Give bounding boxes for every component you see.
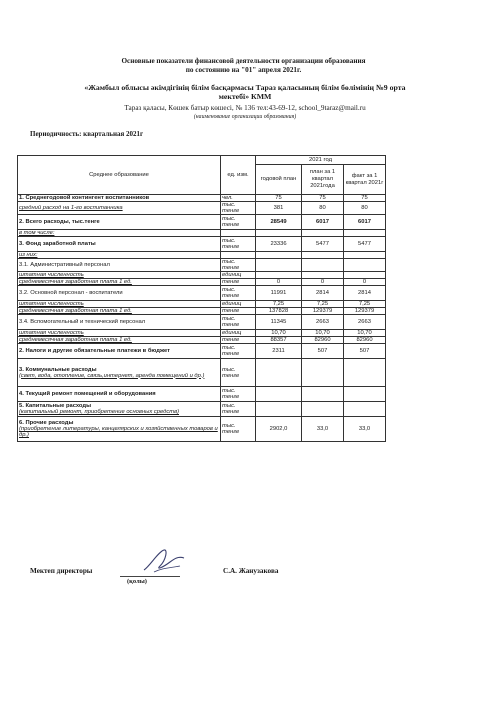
row-unit: тыс. тенге [221, 237, 256, 252]
row-name-text: 3. Коммунальные расходы [19, 366, 97, 373]
table-row [18, 259, 386, 272]
row-value-qplan: 82960 [302, 337, 344, 344]
row-value-fact: 6017 [344, 215, 386, 230]
row-unit: тенге [221, 337, 256, 344]
row-value-fact: 82960 [344, 337, 386, 344]
col-header-quarter-plan: план за 1 квартал 2021года [302, 165, 344, 195]
row-name-text: 2. Всего расходы, тыс.тенге [19, 219, 100, 225]
row-value-qplan: 33,0 [302, 417, 344, 442]
row-value-plan [256, 387, 302, 402]
row-value-fact [344, 272, 386, 279]
row-name-subtext: (приобретение литературы, канцелярских и хозяйственных товаров и др.) [19, 426, 218, 438]
row-value-fact: 7,25 [344, 301, 386, 308]
row-name-subtext: (свет, вода, отопление, связь,интернет, аренда помещений и др.) [19, 372, 205, 379]
row-value-fact: 2663 [344, 315, 386, 330]
row-value-fact: 33,0 [344, 417, 386, 442]
table-row [18, 286, 386, 301]
document-title: Основные показатели финансовой деятельности организации образования [121, 57, 366, 65]
row-unit: тыс. тенге [221, 259, 256, 272]
row-name-text: среднемесячная заработная плата 1 ед. [19, 279, 132, 285]
col-header-name: Среднее образование [18, 156, 221, 195]
row-value-plan [256, 259, 302, 272]
row-value-plan: 7,25 [256, 301, 302, 308]
row-value-qplan: 6017 [302, 215, 344, 230]
row-name-text: 3.4. Вспомогательный и технический персонал [19, 319, 146, 325]
row-unit: чел. [221, 195, 256, 202]
row-name [18, 359, 221, 387]
table-row [18, 330, 386, 337]
table-row [18, 308, 386, 315]
report-date: по состоянию на "01" апреля 2021г. [185, 66, 302, 74]
row-value-plan: 137828 [256, 308, 302, 315]
row-value-fact: 10,70 [344, 330, 386, 337]
row-name [18, 301, 221, 308]
table-row [18, 359, 386, 387]
row-unit: единиц [221, 272, 256, 279]
row-value-qplan: 10,70 [302, 330, 344, 337]
row-value-fact [344, 259, 386, 272]
reporting-period: Периодичность: квартальная 2021г [30, 130, 144, 138]
row-value-qplan [302, 387, 344, 402]
row-name-subtext: (капитальный ремонт, приобретение основных средств) [19, 409, 180, 415]
row-unit [221, 230, 256, 237]
row-name-text: штатная численность [19, 272, 84, 278]
row-name-text: средний расход на 1-го воспитанника [19, 205, 123, 211]
row-name [18, 215, 221, 230]
table-row [18, 230, 386, 237]
row-unit: тыс. тенге [221, 286, 256, 301]
organization-address: Тараз қаласы, Көшек батыр көшесі, № 136 тел:43-69-12, school_9taraz@mail.ru [124, 104, 366, 112]
table-row [18, 237, 386, 252]
row-unit: тыс. тенге [221, 215, 256, 230]
row-name-text: 1. Среднегодовой контингент воспитанников [19, 195, 150, 201]
row-value-qplan [302, 402, 344, 417]
row-value-qplan [302, 252, 344, 259]
row-value-qplan: 75 [302, 195, 344, 202]
row-value-fact: 75 [344, 195, 386, 202]
row-value-fact [344, 252, 386, 259]
row-value-plan: 23336 [256, 237, 302, 252]
row-unit: тенге [221, 308, 256, 315]
row-name [18, 417, 221, 442]
row-value-plan: 75 [256, 195, 302, 202]
row-name-text: среднемесячная заработная плата 1 ед. [19, 308, 132, 314]
row-value-plan [256, 272, 302, 279]
row-value-fact: 80 [344, 202, 386, 215]
row-value-plan: 2902,0 [256, 417, 302, 442]
row-name-text: 3. Фонд заработной платы [19, 241, 96, 247]
row-name [18, 344, 221, 359]
row-value-plan: 10,70 [256, 330, 302, 337]
row-value-plan: 2311 [256, 344, 302, 359]
row-unit: единиц [221, 330, 256, 337]
row-unit: единиц [221, 301, 256, 308]
row-name-text: 3.1. Административный персонал [19, 262, 110, 268]
organization-name-line2: мектебі» КММ [218, 92, 272, 101]
row-name-text: штатная численность [19, 301, 84, 307]
row-value-fact: 2814 [344, 286, 386, 301]
row-name [18, 259, 221, 272]
row-value-qplan [302, 230, 344, 237]
row-value-plan [256, 230, 302, 237]
row-value-plan: 11991 [256, 286, 302, 301]
table-row [18, 272, 386, 279]
row-name-text: 6. Прочие расходы [19, 420, 74, 426]
row-unit: тыс. тенге [221, 387, 256, 402]
organization-name-line1: «Жамбыл облысы әкімдігінің білім басқармасы Тараз қаласының білім бөлімінің №9 орта [84, 83, 406, 92]
row-value-plan [256, 252, 302, 259]
row-value-plan: 28549 [256, 215, 302, 230]
row-name-text: из них: [19, 252, 38, 258]
row-value-qplan: 507 [302, 344, 344, 359]
row-name [18, 337, 221, 344]
table-row [18, 252, 386, 259]
row-value-fact: 507 [344, 344, 386, 359]
row-name [18, 237, 221, 252]
row-name [18, 387, 221, 402]
row-value-qplan: 129379 [302, 308, 344, 315]
signature-line [120, 576, 180, 577]
row-value-plan: 11345 [256, 315, 302, 330]
table-row [18, 315, 386, 330]
table-row [18, 402, 386, 417]
row-unit [221, 252, 256, 259]
organization-caption: (наименование организации образования) [193, 114, 297, 120]
row-value-fact [344, 387, 386, 402]
row-name-text: среднемесячная заработная плата 1 ед. [19, 337, 132, 343]
row-value-fact: 5477 [344, 237, 386, 252]
row-unit: тыс. тенге [221, 417, 256, 442]
row-name [18, 315, 221, 330]
row-name-text: 3.2. Основной персонал - воспитатели [19, 290, 123, 296]
row-unit: тыс. тенге [221, 344, 256, 359]
row-name [18, 230, 221, 237]
row-unit: тыс. тенге [221, 359, 256, 387]
col-header-unit: ед. изм. [221, 156, 256, 195]
table-row [18, 337, 386, 344]
row-value-qplan: 7,25 [302, 301, 344, 308]
row-value-plan: 88357 [256, 337, 302, 344]
row-name [18, 286, 221, 301]
row-value-fact [344, 359, 386, 387]
row-value-fact: 129379 [344, 308, 386, 315]
row-unit: тыс. тенге [221, 202, 256, 215]
col-header-year: 2021 год [256, 156, 386, 165]
row-name-text: в том числе: [19, 230, 55, 236]
row-name [18, 202, 221, 215]
row-name-text: 4. Текущий ремонт помещений и оборудования [19, 391, 156, 397]
row-value-qplan: 80 [302, 202, 344, 215]
row-name [18, 252, 221, 259]
row-value-plan [256, 402, 302, 417]
row-value-fact: 0 [344, 279, 386, 286]
col-header-fact: факт за 1 квартал 2021г [344, 165, 386, 195]
row-unit: тенге [221, 279, 256, 286]
director-label: Мектеп директоры [30, 567, 93, 575]
row-unit: тыс. тенге [221, 315, 256, 330]
row-name [18, 308, 221, 315]
row-value-plan: 0 [256, 279, 302, 286]
table-row [18, 417, 386, 442]
row-value-plan: 381 [256, 202, 302, 215]
table-row [18, 279, 386, 286]
table-row [18, 344, 386, 359]
table-row [18, 387, 386, 402]
row-name [18, 272, 221, 279]
row-value-fact [344, 230, 386, 237]
table-row [18, 215, 386, 230]
director-name: С.А. Жанузакова [223, 567, 279, 575]
table-row [18, 301, 386, 308]
row-name-text: штатная численность [19, 330, 84, 336]
financial-table [17, 155, 386, 442]
table-row [18, 195, 386, 202]
row-value-qplan [302, 259, 344, 272]
row-value-qplan: 0 [302, 279, 344, 286]
row-name [18, 402, 221, 417]
row-name-text: 5. Капитальные расходы [19, 403, 92, 409]
signature-caption: (қолы) [127, 578, 147, 585]
row-value-plan [256, 359, 302, 387]
row-name [18, 195, 221, 202]
col-header-plan: годовой план [256, 165, 302, 195]
row-value-qplan: 2663 [302, 315, 344, 330]
row-value-qplan [302, 272, 344, 279]
row-name-text: 2. Налоги и другие обязательные платежи в бюджет [19, 348, 171, 354]
row-value-qplan: 2814 [302, 286, 344, 301]
table-row [18, 202, 386, 215]
row-value-fact [344, 402, 386, 417]
row-value-qplan: 5477 [302, 237, 344, 252]
row-value-qplan [302, 359, 344, 387]
row-name [18, 330, 221, 337]
row-unit: тыс. тенге [221, 402, 256, 417]
row-name [18, 279, 221, 286]
